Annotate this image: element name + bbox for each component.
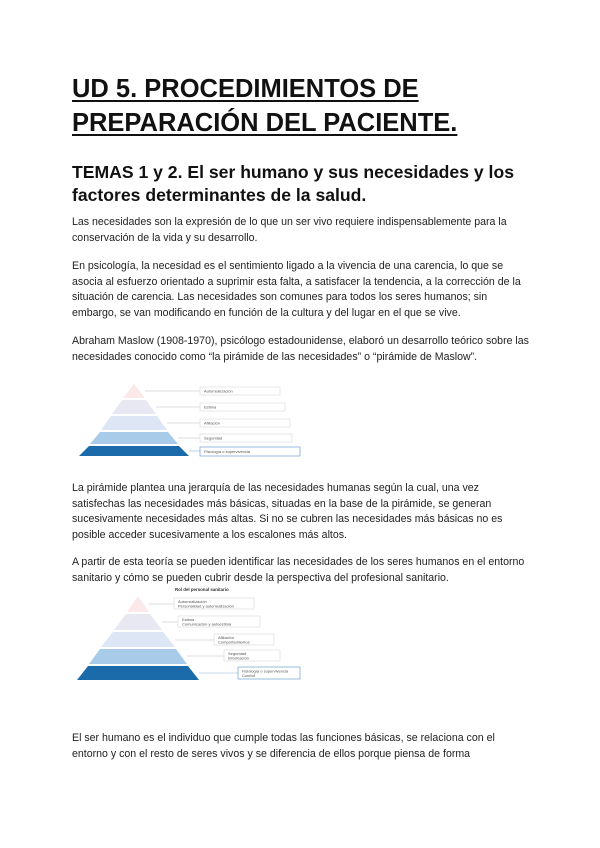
sanitario-level-1 (127, 596, 149, 612)
maslow-label-1: Autorrealización (204, 388, 233, 394)
paragraph-maslow: Abraham Maslow (1908-1970), psicólogo estadounidense, elaboró un desarrollo teórico sobre las necesidades conocido como “la pirámide de las necesidades” o “pirámide de Maslow”. (72, 335, 529, 363)
paragraph-definition: Las necesidades son la expresión de lo que un ser vivo requiere indispensablemente para la conservación de la vida y su desarrollo. (72, 216, 507, 244)
sanitario-label-5a: Fisiología o supervivencia (242, 668, 289, 674)
paragraph-hierarchy: La pirámide plantea una jerarquía de las necesidades humanas según la cual, una vez satisfechas las necesidades más básicas, situadas en la base de la pirámide, se generan sucesivamente necesidades más altas. Si no se cubren las necesidades más básicas no es posible acceder sucesivamente a los escalones más altos. (72, 482, 503, 541)
maslow-label-3: Afiliación (204, 420, 221, 426)
document-subtitle: TEMAS 1 y 2. El ser humano y sus necesidades y los factores determinantes de la salud. (72, 162, 514, 205)
pyramid-level-1 (123, 384, 145, 398)
sanitario-pyramid-svg (72, 586, 312, 686)
pyramid-level-5 (79, 446, 189, 456)
sanitario-label-4b: Información (228, 655, 249, 661)
sanitario-label-5b: Confort (242, 673, 256, 678)
sanitario-level-4 (89, 649, 187, 664)
sanitario-label-3b: Comportamientos (218, 639, 250, 645)
maslow-pyramid-figure (72, 380, 312, 460)
sanitario-label-1b: Personalidad y autorrealización (178, 603, 234, 609)
pyramid-level-2 (112, 400, 156, 414)
maslow-pyramid-svg (72, 380, 312, 460)
pyramid-level-4 (90, 432, 178, 444)
paragraph-healthcare: A partir de esta teoría se pueden identificar las necesidades de los seres humanos en el entorno sanitario y cómo se pueden cubrir desde la perspectiva del profesional sanitario. (72, 556, 525, 584)
sanitario-figure-title: Rol del personal sanitario (175, 587, 229, 592)
sanitario-pyramid-figure (72, 586, 312, 686)
maslow-label-5: Fisiología o supervivencia (204, 449, 251, 454)
paragraph-human-being: El ser humano es el individuo que cumple todas las funciones básicas, se relaciona con el entorno y con el resto de seres vivos y se diferencia de ellos porque piensa de forma (72, 732, 495, 760)
sanitario-label-2a: Estima (182, 617, 195, 622)
maslow-label-4: Seguridad (204, 435, 223, 441)
sanitario-label-2b: Comunicación y autoestima (182, 621, 232, 627)
sanitario-label-3a: Afiliación (218, 635, 235, 640)
sanitario-level-5 (77, 666, 199, 680)
sanitario-label-1a: Autorrealización (178, 599, 207, 604)
pyramid-level-3 (101, 416, 167, 430)
sanitario-level-2 (114, 614, 162, 630)
sanitario-label-4a: Seguridad (228, 651, 247, 656)
document-title: UD 5. PROCEDIMIENTOS DE PREPARACIÓN DEL PACIENTE. (72, 75, 458, 137)
maslow-label-2: Estima (204, 404, 217, 410)
sanitario-level-3 (101, 632, 175, 647)
paragraph-psychology: En psicología, la necesidad es el sentimiento ligado a la vivencia de una carencia, lo que se asocia al esfuerzo orientado a suprimir esta falta, a satisfacer la tendencia, a la corrección de la situación de carencia. Las necesidades son comunes para todos los seres humanos; sin embargo, se van modificando en función de la cultura y del lugar en el que se vive. (72, 260, 521, 319)
